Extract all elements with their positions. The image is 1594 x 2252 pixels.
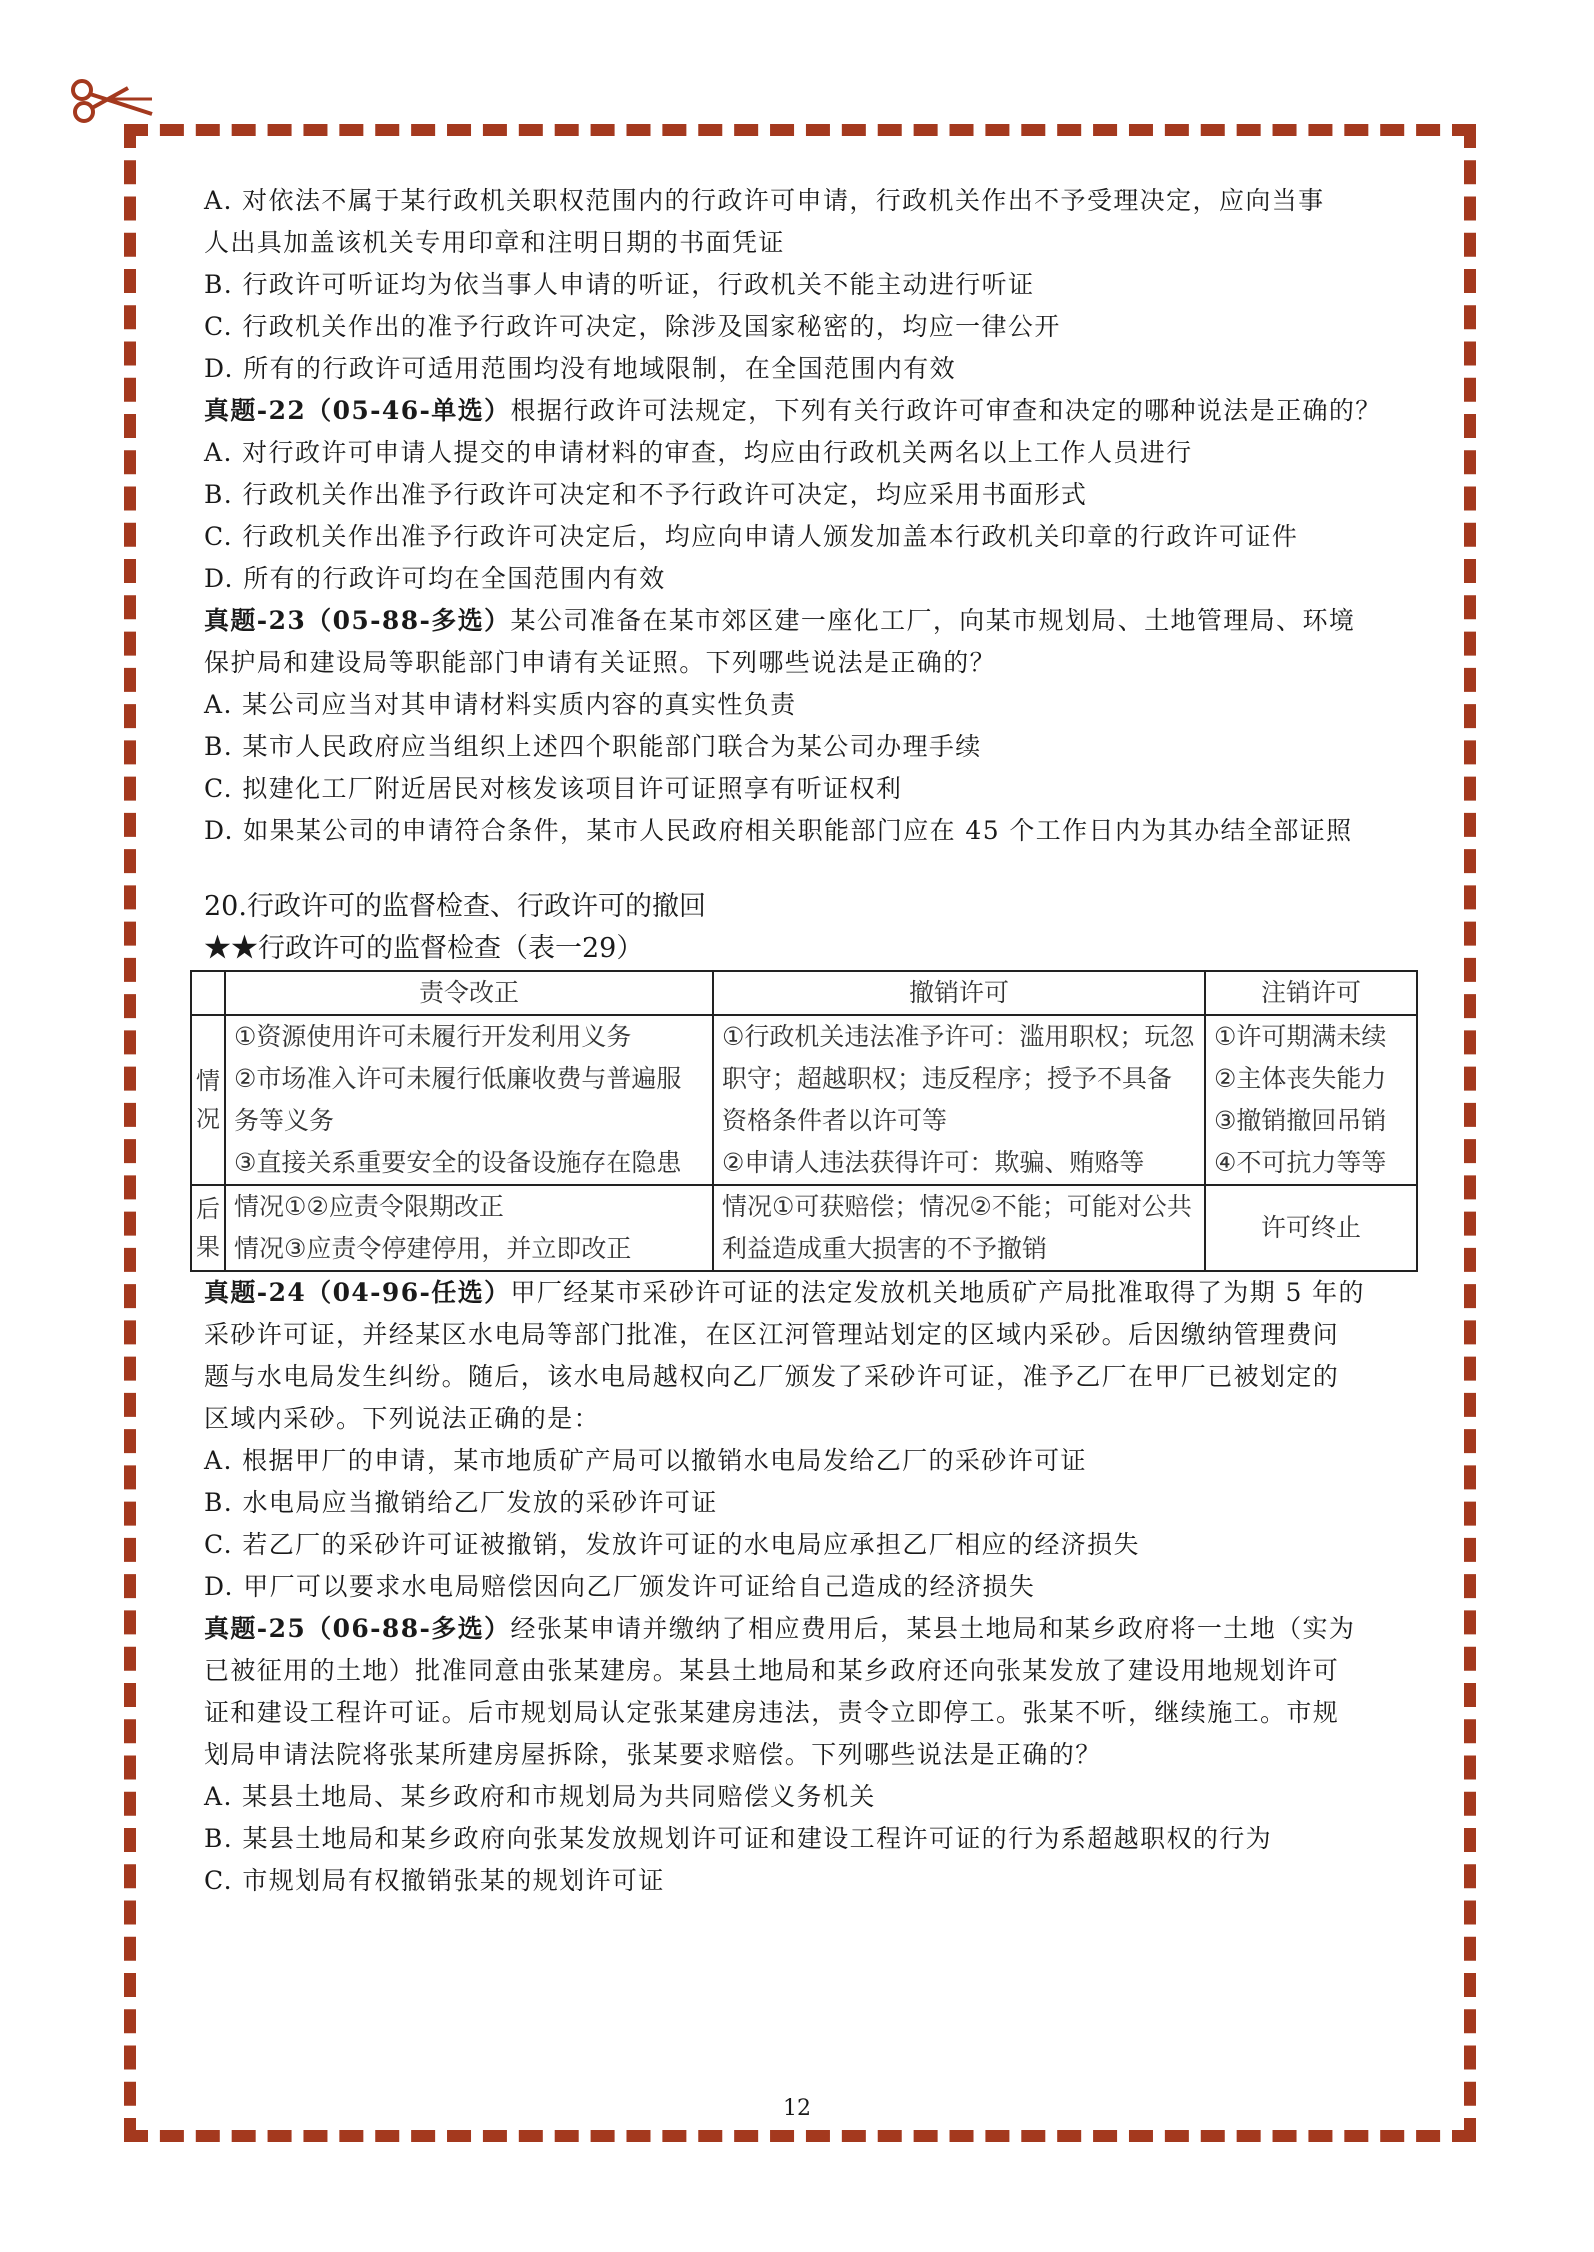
cell-text: ②主体丧失能力	[1214, 1064, 1387, 1093]
line-text: A. 对行政许可申请人提交的申请材料的审查，均应由行政机关两名以上工作人员进行	[204, 438, 1193, 467]
table-corner-cell	[191, 971, 225, 1015]
header-revoke: 撤销许可	[713, 971, 1205, 1015]
line-text: 划局申请法院将张某所建房屋拆除，张某要求赔偿。下列哪些说法是正确的？	[204, 1740, 1102, 1769]
text-line	[204, 348, 1404, 390]
line-text: 区域内采砂。下列说法正确的是：	[204, 1404, 601, 1433]
cell-situation-cancel	[1205, 1015, 1417, 1185]
text-line	[204, 1692, 1404, 1734]
line-text: B. 水电局应当撤销给乙厂发放的采砂许可证	[204, 1488, 718, 1517]
text-line	[204, 1566, 1404, 1608]
table-header-row	[191, 971, 1417, 1015]
text-line	[204, 1776, 1404, 1818]
text-line	[204, 1272, 1404, 1314]
cell-text: 情况①②应责令限期改正	[234, 1192, 504, 1221]
line-text: A. 对依法不属于某行政机关职权范围内的行政许可申请，行政机关作出不予受理决定，应向当事	[204, 186, 1325, 215]
spacer	[204, 852, 1404, 886]
text-line	[204, 1356, 1404, 1398]
line-text: 人出具加盖该机关专用印章和注明日期的书面凭证	[204, 228, 785, 257]
cell-text: ①资源使用许可未履行开发利用义务	[234, 1022, 632, 1051]
cell-text: 情况①可获赔偿；情况②不能；可能对公共利益造成重大损害的不予撤销	[722, 1192, 1192, 1263]
cell-text: 许可终止	[1260, 1213, 1361, 1242]
cell-text: ②申请人违法获得许可：欺骗、贿赂等	[722, 1148, 1145, 1177]
question-label: 真题-25（06-88-多选）	[204, 1614, 511, 1643]
cell-text: ③撤销撤回吊销	[1214, 1106, 1387, 1135]
text-line	[204, 1440, 1404, 1482]
question-label: 真题-24（04-96-任选）	[204, 1278, 511, 1307]
cell-text: ①行政机关违法准予许可：滥用职权；玩忽职守；超越职权；违反程序；授予不具备资格条件者以许可等	[722, 1022, 1195, 1135]
text-line	[204, 1314, 1404, 1356]
text-line	[204, 1524, 1404, 1566]
text-line	[204, 432, 1404, 474]
line-text: A. 根据甲厂的申请，某市地质矿产局可以撤销水电局发给乙厂的采砂许可证	[204, 1446, 1087, 1475]
line-text: D. 所有的行政许可均在全国范围内有效	[204, 564, 666, 593]
text-line	[204, 390, 1404, 432]
cell-consequence-cancel	[1205, 1185, 1417, 1271]
text-line	[204, 726, 1404, 768]
line-text: 某公司准备在某市郊区建一座化工厂，向某市规划局、土地管理局、环境	[510, 606, 1356, 635]
question-label: 真题-23（05-88-多选）	[204, 606, 511, 635]
line-text: 题与水电局发生纠纷。随后，该水电局越权向乙厂颁发了采砂许可证，准予乙厂在甲厂已被划定的	[204, 1362, 1340, 1391]
text-line	[204, 1734, 1404, 1776]
line-text: 已被征用的土地）批准同意由张某建房。某县土地局和某乡政府还向张某发放了建设用地规划许可	[204, 1656, 1340, 1685]
cell-text: ③直接关系重要安全的设备设施存在隐患	[234, 1148, 682, 1177]
line-text: B. 行政许可听证均为依当事人申请的听证，行政机关不能主动进行听证	[204, 270, 1035, 299]
line-text: A. 某公司应当对其申请材料实质内容的真实性负责	[204, 690, 797, 719]
line-text: A. 某县土地局、某乡政府和市规划局为共同赔偿义务机关	[204, 1782, 876, 1811]
line-text: 经张某申请并缴纳了相应费用后，某县土地局和某乡政府将一土地（实为	[510, 1614, 1356, 1643]
text-line	[204, 684, 1404, 726]
line-text: B. 某县土地局和某乡政府向张某发放规划许可证和建设工程许可证的行为系超越职权的行为	[204, 1824, 1273, 1853]
question-block-upper	[204, 180, 1404, 852]
line-text: D. 所有的行政许可适用范围均没有地域限制，在全国范围内有效	[204, 354, 957, 383]
cell-situation-revoke	[713, 1015, 1205, 1185]
line-text: D. 如果某公司的申请符合条件，某市人民政府相关职能部门应在 45 个工作日内为其办结全部证照	[204, 816, 1353, 845]
header-correct: 责令改正	[225, 971, 713, 1015]
scissors-icon	[68, 68, 154, 128]
line-text: 根据行政许可法规定，下列有关行政许可审查和决定的哪种说法是正确的？	[510, 396, 1382, 425]
line-text: C. 拟建化工厂附近居民对核发该项目许可证照享有听证权利	[204, 774, 903, 803]
cell-consequence-revoke	[713, 1185, 1205, 1271]
text-line	[204, 1860, 1404, 1902]
text-line	[204, 1398, 1404, 1440]
table-row-consequence	[191, 1185, 1417, 1271]
text-line	[204, 1818, 1404, 1860]
text-line	[204, 180, 1404, 222]
text-line	[204, 600, 1404, 642]
line-text: 甲厂经某市采砂许可证的法定发放机关地质矿产局批准取得了为期 5 年的	[510, 1278, 1365, 1307]
text-line	[204, 1482, 1404, 1524]
text-line	[204, 222, 1404, 264]
text-line	[204, 1650, 1404, 1692]
line-text: C. 若乙厂的采砂许可证被撤销，发放许可证的水电局应承担乙厂相应的经济损失	[204, 1530, 1140, 1559]
line-text: C. 行政机关作出的准予行政许可决定，除涉及国家秘密的，均应一律公开	[204, 312, 1061, 341]
page-number: 12	[783, 2096, 811, 2121]
text-line	[204, 264, 1404, 306]
table-row-situation	[191, 1015, 1417, 1185]
cell-text: ④不可抗力等等	[1214, 1148, 1387, 1177]
text-line	[204, 1608, 1404, 1650]
supervision-table	[190, 970, 1418, 1272]
text-line	[204, 642, 1404, 684]
row-label-consequence: 后果	[191, 1185, 225, 1271]
line-text: B. 某市人民政府应当组织上述四个职能部门联合为某公司办理手续	[204, 732, 982, 761]
cell-text: 情况③应责令停建停用，并立即改正	[234, 1234, 632, 1263]
line-text: C. 市规划局有权撤销张某的规划许可证	[204, 1866, 665, 1895]
line-text: C. 行政机关作出准予行政许可决定后，均应向申请人颁发加盖本行政机关印章的行政许可证件	[204, 522, 1299, 551]
cell-situation-correct	[225, 1015, 713, 1185]
text-line	[204, 306, 1404, 348]
text-line	[204, 516, 1404, 558]
line-text: 采砂许可证，并经某区水电局等部门批准，在区江河管理站划定的区域内采砂。后因缴纳管理费问	[204, 1320, 1340, 1349]
line-text: 保护局和建设局等职能部门申请有关证照。下列哪些说法是正确的？	[204, 648, 997, 677]
row-label-situation: 情况	[191, 1015, 225, 1185]
line-text: B. 行政机关作出准予行政许可决定和不予行政许可决定，均应采用书面形式	[204, 480, 1088, 509]
cell-consequence-correct	[225, 1185, 713, 1271]
text-line	[204, 810, 1404, 852]
table-caption: ★★行政许可的监督检查（表一29）	[204, 933, 644, 964]
page-content	[196, 180, 1404, 1902]
cell-text: ②市场准入许可未履行低廉收费与普遍服务等义务	[234, 1064, 682, 1135]
question-label: 真题-22（05-46-单选）	[204, 396, 511, 425]
cell-text: ①许可期满未续	[1214, 1022, 1387, 1051]
text-line	[204, 558, 1404, 600]
text-line	[204, 474, 1404, 516]
line-text: 证和建设工程许可证。后市规划局认定张某建房违法，责令立即停工。张某不听，继续施工。市规	[204, 1698, 1340, 1727]
header-cancel: 注销许可	[1205, 971, 1417, 1015]
section-title: 20.行政许可的监督检查、行政许可的撤回	[204, 891, 706, 922]
text-line	[204, 768, 1404, 810]
question-block-lower	[204, 1272, 1404, 1902]
line-text: D. 甲厂可以要求水电局赔偿因向乙厂颁发许可证给自己造成的经济损失	[204, 1572, 1036, 1601]
